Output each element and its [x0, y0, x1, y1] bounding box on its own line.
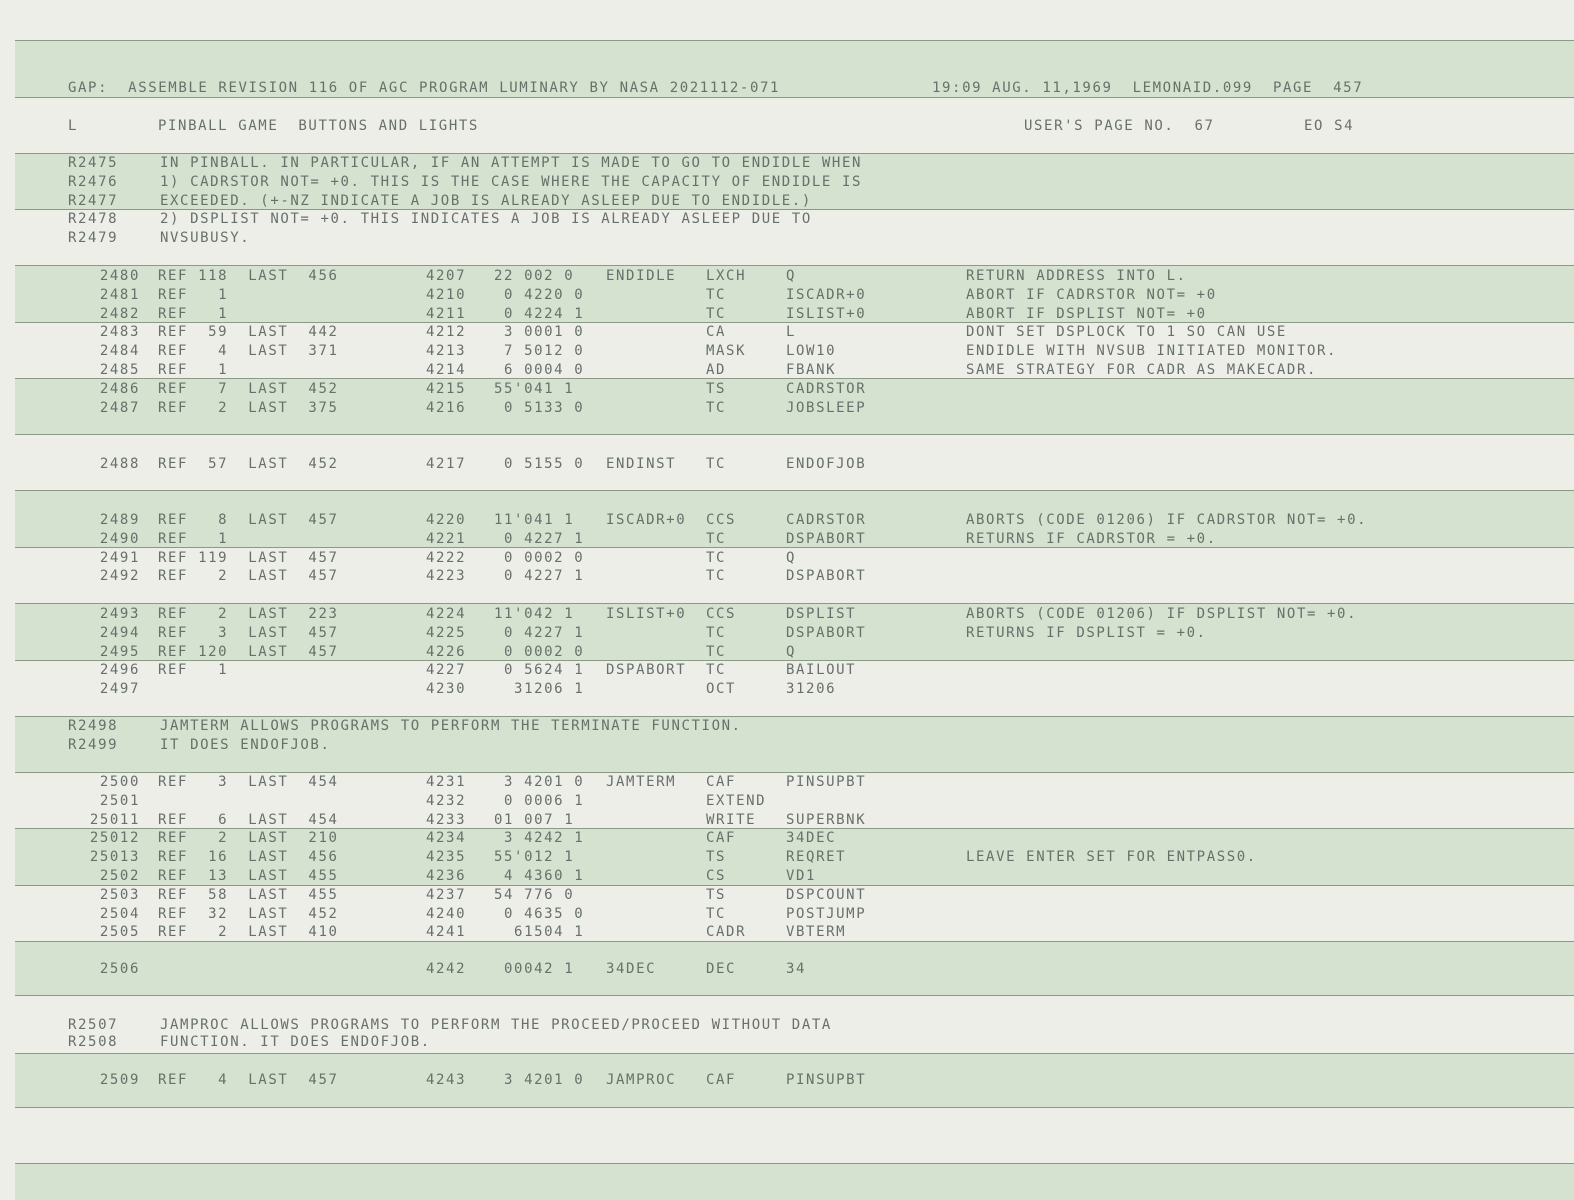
code-comment: ABORTS (CODE 01206) IF CADRSTOR NOT= +0.: [966, 512, 1368, 528]
address: 4237: [426, 886, 467, 903]
opcode: TC: [706, 305, 727, 322]
ref-info: REF 58 LAST 455: [158, 886, 339, 903]
operand: Q: [786, 643, 797, 660]
line-number: 2492: [99, 568, 140, 585]
line-number: 2483: [99, 324, 140, 341]
rule: [15, 1163, 1574, 1164]
octal-word: 6 0004 0: [494, 362, 585, 378]
operand: Q: [786, 268, 797, 284]
ref-info: REF 2 LAST 210: [158, 830, 339, 847]
ref-info: REF 2 LAST 223: [158, 606, 339, 622]
rule: [15, 209, 1574, 210]
octal-word: 61504 1: [494, 924, 585, 941]
rule: [15, 153, 1574, 154]
octal-word: 31206 1: [494, 681, 585, 698]
code-label: ENDINST: [606, 456, 677, 472]
rule: [15, 434, 1574, 435]
line-number: 2490: [99, 530, 140, 547]
opcode: TC: [706, 624, 727, 641]
remark-number: R2478: [68, 211, 119, 228]
section-title: PINBALL GAME BUTTONS AND LIGHTS: [158, 118, 479, 134]
remark-text: 1) CADRSTOR NOT= +0. THIS IS THE CASE WHERE THE CAPACITY OF ENDIDLE IS: [160, 173, 863, 190]
opcode: CA: [706, 324, 727, 341]
rule: [15, 378, 1574, 379]
opcode: TC: [706, 530, 727, 547]
octal-word: 0 0002 0: [494, 643, 585, 660]
section-mark: L: [68, 118, 79, 134]
date-page-header: 19:09 AUG. 11,1969 LEMONAID.099 PAGE 457: [932, 80, 1364, 96]
address: 4234: [426, 830, 467, 847]
remark-number: R2477: [68, 192, 119, 209]
octal-word: 22 002 0: [494, 268, 575, 284]
ref-info: REF 8 LAST 457: [158, 512, 339, 528]
octal-word: 00042 1: [494, 961, 575, 977]
operand: FBANK: [786, 362, 837, 378]
octal-word: 3 4242 1: [494, 830, 585, 847]
code-comment: ABORTS (CODE 01206) IF DSPLIST NOT= +0.: [966, 606, 1358, 622]
code-label: ENDIDLE: [606, 268, 677, 284]
opcode: TS: [706, 886, 727, 903]
opcode: CS: [706, 868, 727, 884]
opcode: DEC: [706, 961, 737, 977]
address: 4232: [426, 792, 467, 809]
rule: [15, 1053, 1574, 1054]
octal-word: 0 0006 1: [494, 792, 585, 809]
opcode: TC: [706, 568, 727, 585]
line-number: 25011: [89, 811, 140, 828]
line-number: 2503: [99, 886, 140, 903]
ref-info: REF 57 LAST 452: [158, 456, 339, 472]
octal-word: 0 4220 0: [494, 286, 585, 303]
code-comment: SAME STRATEGY FOR CADR AS MAKECADR.: [966, 362, 1318, 378]
address: 4212: [426, 324, 467, 341]
ref-info: REF 1: [158, 286, 229, 303]
line-number: 2497: [99, 681, 140, 698]
code-label: DSPABORT: [606, 662, 687, 679]
ref-info: REF 32 LAST 452: [158, 905, 339, 922]
rule: [15, 265, 1574, 266]
opcode: TS: [706, 849, 727, 866]
ref-info: REF 3 LAST 457: [158, 624, 339, 641]
address: 4231: [426, 774, 467, 790]
code-comment: ABORT IF CADRSTOR NOT= +0: [966, 286, 1217, 303]
rule: [15, 40, 1574, 41]
line-number: 2487: [99, 399, 140, 416]
address: 4221: [426, 530, 467, 547]
code-comment: RETURNS IF DSPLIST = +0.: [966, 624, 1207, 641]
code-comment: ENDIDLE WITH NVSUB INITIATED MONITOR.: [966, 343, 1338, 360]
remark-text: JAMTERM ALLOWS PROGRAMS TO PERFORM THE TERMINATE FUNCTION.: [160, 718, 742, 734]
operand: VD1: [786, 868, 817, 884]
rule: [15, 603, 1574, 604]
opcode: TC: [706, 643, 727, 660]
assembly-header: GAP: ASSEMBLE REVISION 116 OF AGC PROGRAM LUMINARY BY NASA 2021112-071: [68, 80, 781, 96]
address: 4211: [426, 305, 467, 322]
address: 4227: [426, 662, 467, 679]
opcode: CAF: [706, 1072, 737, 1088]
address: 4214: [426, 362, 467, 378]
band: [15, 1163, 1574, 1200]
remark-number: R2499: [68, 736, 119, 753]
opcode: TC: [706, 399, 727, 416]
line-number: 2485: [99, 362, 140, 378]
rule: [15, 490, 1574, 491]
octal-word: 7 5012 0: [494, 343, 585, 360]
remark-text: FUNCTION. IT DOES ENDOFJOB.: [160, 1034, 431, 1050]
address: 4240: [426, 905, 467, 922]
address: 4235: [426, 849, 467, 866]
opcode: CAF: [706, 774, 737, 790]
line-number: 2489: [99, 512, 140, 528]
line-number: 2506: [99, 961, 140, 977]
address: 4225: [426, 624, 467, 641]
rule: [15, 660, 1574, 661]
ref-info: REF 118 LAST 456: [158, 268, 339, 284]
operand: POSTJUMP: [786, 905, 867, 922]
address: 4216: [426, 399, 467, 416]
rule: [15, 322, 1574, 323]
octal-word: 55'041 1: [494, 380, 575, 397]
operand: PINSUPBT: [786, 774, 867, 790]
ref-info: REF 1: [158, 662, 229, 679]
ref-info: REF 1: [158, 305, 229, 322]
operand: ENDOFJOB: [786, 456, 867, 472]
address: 4226: [426, 643, 467, 660]
operand: VBTERM: [786, 924, 847, 941]
eo-label: EO S4: [1304, 118, 1355, 134]
remark-text: 2) DSPLIST NOT= +0. THIS INDICATES A JOB IS ALREADY ASLEEP DUE TO: [160, 211, 812, 228]
operand: Q: [786, 549, 797, 566]
address: 4236: [426, 868, 467, 884]
address: 4223: [426, 568, 467, 585]
opcode: CCS: [706, 512, 737, 528]
ref-info: REF 7 LAST 452: [158, 380, 339, 397]
remark-number: R2507: [68, 1017, 119, 1033]
octal-word: 0 0002 0: [494, 549, 585, 566]
operand: CADRSTOR: [786, 380, 867, 397]
line-number: 2480: [99, 268, 140, 284]
line-number: 2484: [99, 343, 140, 360]
opcode: LXCH: [706, 268, 747, 284]
code-label: ISLIST+0: [606, 606, 687, 622]
operand: DSPABORT: [786, 530, 867, 547]
octal-word: 3 4201 0: [494, 1072, 585, 1088]
line-number: 25012: [89, 830, 140, 847]
ref-info: REF 2 LAST 410: [158, 924, 339, 941]
octal-word: 54 776 0: [494, 886, 575, 903]
rule: [15, 941, 1574, 942]
code-comment: LEAVE ENTER SET FOR ENTPASS0.: [966, 849, 1257, 866]
octal-word: 4 4360 1: [494, 868, 585, 884]
line-number: 2488: [99, 456, 140, 472]
remark-text: JAMPROC ALLOWS PROGRAMS TO PERFORM THE PROCEED/PROCEED WITHOUT DATA: [160, 1017, 832, 1033]
line-number: 2496: [99, 662, 140, 679]
ref-info: REF 1: [158, 530, 229, 547]
code-label: JAMPROC: [606, 1072, 677, 1088]
rule: [15, 547, 1574, 548]
line-number: 2504: [99, 905, 140, 922]
rule: [15, 772, 1574, 773]
operand: DSPABORT: [786, 624, 867, 641]
address: 4224: [426, 606, 467, 622]
opcode: CCS: [706, 606, 737, 622]
line-number: 2491: [99, 549, 140, 566]
opcode: EXTEND: [706, 792, 767, 809]
address: 4215: [426, 380, 467, 397]
address: 4242: [426, 961, 467, 977]
opcode: TC: [706, 549, 727, 566]
ref-info: REF 1: [158, 362, 229, 378]
ref-info: REF 3 LAST 454: [158, 774, 339, 790]
operand: DSPLIST: [786, 606, 857, 622]
operand: ISCADR+0: [786, 286, 867, 303]
address: 4241: [426, 924, 467, 941]
line-number: 2481: [99, 286, 140, 303]
opcode: OCT: [706, 681, 737, 698]
octal-word: 01 007 1: [494, 811, 575, 828]
octal-word: 0 4227 1: [494, 568, 585, 585]
remark-number: R2508: [68, 1034, 119, 1050]
ref-info: REF 120 LAST 457: [158, 643, 339, 660]
line-number: 2495: [99, 643, 140, 660]
line-number: 2501: [99, 792, 140, 809]
operand: DSPCOUNT: [786, 886, 867, 903]
ref-info: REF 2 LAST 457: [158, 568, 339, 585]
operand: 34DEC: [786, 830, 837, 847]
rule: [15, 716, 1574, 717]
operand: JOBSLEEP: [786, 399, 867, 416]
rule: [15, 1107, 1574, 1108]
operand: 31206: [786, 681, 837, 698]
octal-word: 0 5624 1: [494, 662, 585, 679]
operand: REQRET: [786, 849, 847, 866]
code-label: JAMTERM: [606, 774, 677, 790]
address: 4230: [426, 681, 467, 698]
address: 4210: [426, 286, 467, 303]
operand: 34: [786, 961, 807, 977]
line-number: 2486: [99, 380, 140, 397]
operand: SUPERBNK: [786, 811, 867, 828]
octal-word: 0 5133 0: [494, 399, 585, 416]
remark-text: IT DOES ENDOFJOB.: [160, 736, 331, 753]
ref-info: REF 13 LAST 455: [158, 868, 339, 884]
ref-info: REF 59 LAST 442: [158, 324, 339, 341]
remark-number: R2479: [68, 230, 119, 247]
address: 4217: [426, 456, 467, 472]
line-number: 25013: [89, 849, 140, 866]
octal-word: 0 4227 1: [494, 624, 585, 641]
code-comment: ABORT IF DSPLIST NOT= +0: [966, 305, 1207, 322]
opcode: CAF: [706, 830, 737, 847]
remark-number: R2498: [68, 718, 119, 734]
remark-number: R2476: [68, 173, 119, 190]
ref-info: REF 119 LAST 457: [158, 549, 339, 566]
octal-word: 0 4635 0: [494, 905, 585, 922]
code-label: 34DEC: [606, 961, 657, 977]
line-number: 2509: [99, 1072, 140, 1088]
opcode: MASK: [706, 343, 747, 360]
rule: [15, 97, 1574, 98]
address: 4233: [426, 811, 467, 828]
remark-text: IN PINBALL. IN PARTICULAR, IF AN ATTEMPT IS MADE TO GO TO ENDIDLE WHEN: [160, 155, 863, 171]
code-label: ISCADR+0: [606, 512, 687, 528]
ref-info: REF 4 LAST 457: [158, 1072, 339, 1088]
opcode: TC: [706, 662, 727, 679]
code-comment: RETURN ADDRESS INTO L.: [966, 268, 1187, 284]
user-page-number: USER'S PAGE NO. 67: [1024, 118, 1215, 134]
ref-info: REF 16 LAST 456: [158, 849, 339, 866]
octal-word: 0 5155 0: [494, 456, 585, 472]
opcode: CADR: [706, 924, 747, 941]
opcode: TS: [706, 380, 727, 397]
address: 4220: [426, 512, 467, 528]
operand: BAILOUT: [786, 662, 857, 679]
operand: ISLIST+0: [786, 305, 867, 322]
operand: CADRSTOR: [786, 512, 867, 528]
line-number: 2502: [99, 868, 140, 884]
octal-word: 0 4224 1: [494, 305, 585, 322]
ref-info: REF 6 LAST 454: [158, 811, 339, 828]
line-number: 2482: [99, 305, 140, 322]
octal-word: 55'012 1: [494, 849, 575, 866]
operand: PINSUPBT: [786, 1072, 867, 1088]
remark-text: NVSUBUSY.: [160, 230, 251, 247]
address: 4207: [426, 268, 467, 284]
line-number: 2493: [99, 606, 140, 622]
remark-number: R2475: [68, 155, 119, 171]
line-number: 2494: [99, 624, 140, 641]
opcode: TC: [706, 286, 727, 303]
address: 4243: [426, 1072, 467, 1088]
opcode: TC: [706, 456, 727, 472]
opcode: TC: [706, 905, 727, 922]
code-comment: RETURNS IF CADRSTOR = +0.: [966, 530, 1217, 547]
code-comment: DONT SET DSPLOCK TO 1 SO CAN USE: [966, 324, 1287, 341]
line-number: 2500: [99, 774, 140, 790]
remark-text: EXCEEDED. (+-NZ INDICATE A JOB IS ALREADY ASLEEP DUE TO ENDIDLE.): [160, 192, 812, 209]
octal-word: 0 4227 1: [494, 530, 585, 547]
opcode: AD: [706, 362, 727, 378]
operand: DSPABORT: [786, 568, 867, 585]
address: 4213: [426, 343, 467, 360]
rule: [15, 995, 1574, 996]
octal-word: 3 0001 0: [494, 324, 585, 341]
opcode: WRITE: [706, 811, 757, 828]
address: 4222: [426, 549, 467, 566]
rule: [15, 828, 1574, 829]
ref-info: REF 4 LAST 371: [158, 343, 339, 360]
operand: L: [786, 324, 797, 341]
ref-info: REF 2 LAST 375: [158, 399, 339, 416]
line-number: 2505: [99, 924, 140, 941]
operand: LOW10: [786, 343, 837, 360]
octal-word: 3 4201 0: [494, 774, 585, 790]
octal-word: 11'041 1: [494, 512, 575, 528]
octal-word: 11'042 1: [494, 606, 575, 622]
